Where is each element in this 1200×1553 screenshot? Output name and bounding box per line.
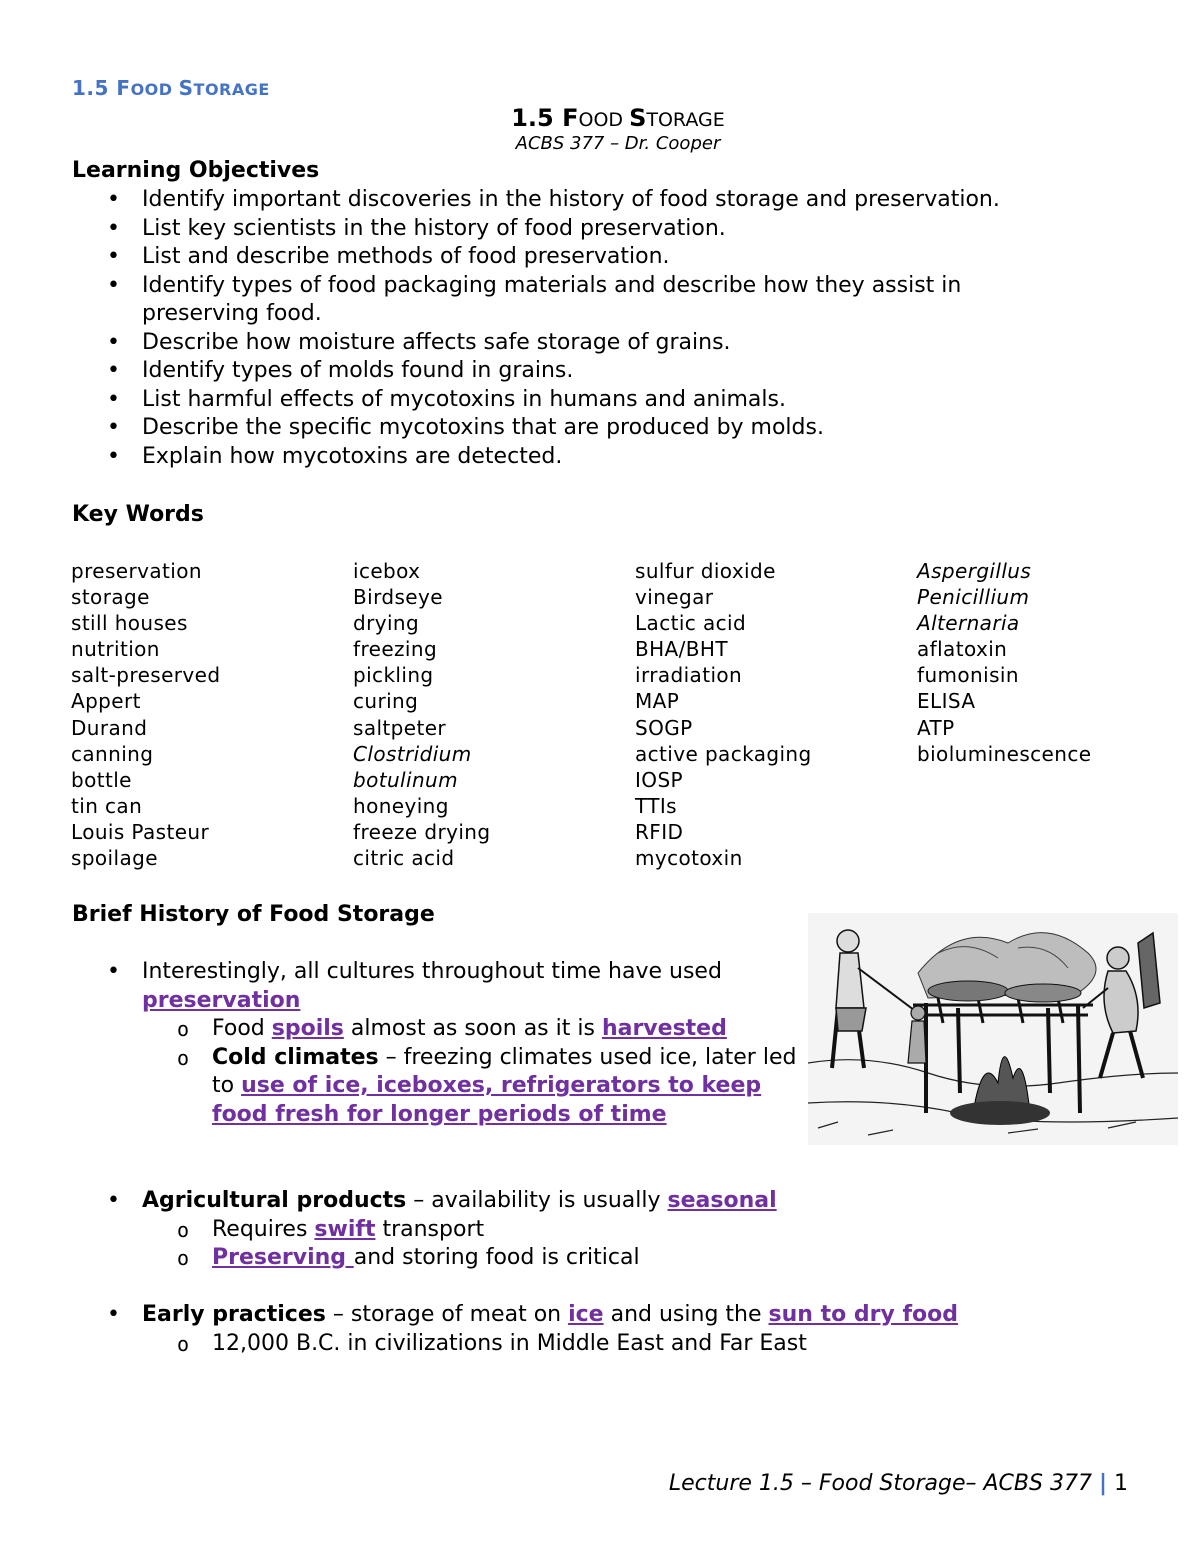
keyword: BHA/BHT	[635, 637, 728, 662]
list-item: • Agricultural products – availability is usually seasonal o Requires swift transport o Preserving and storing food is critical	[72, 1187, 1132, 1273]
keyword: Aspergillus	[917, 559, 1032, 583]
keyword: fumonisin	[917, 663, 1019, 688]
keywords-column-4	[917, 558, 1091, 767]
keyword: still houses	[71, 611, 188, 636]
history-list-3	[72, 1301, 1132, 1358]
keyword: ATP	[917, 715, 955, 740]
keyword: spoilage	[71, 846, 158, 871]
keyword: icebox	[353, 559, 421, 583]
page-footer: Lecture 1.5 – Food Storage– ACBS 377 | 1	[668, 1471, 1128, 1496]
keyword: RFID	[635, 819, 684, 844]
page-title: 1.5 FOOD STORAGE	[511, 104, 725, 132]
keyword: canning	[71, 741, 154, 766]
keyword: active packaging	[635, 741, 812, 766]
history-list-1	[72, 958, 802, 1129]
keyword: SOGP	[635, 715, 693, 740]
keyword: bioluminescence	[917, 741, 1092, 766]
keyword: honeying	[353, 793, 449, 818]
keywords-column-3	[635, 558, 812, 871]
keyword: freezing	[353, 637, 438, 662]
list-item: o Food spoils almost as soon as it is harvested	[142, 1015, 802, 1044]
keyword: citric acid	[353, 846, 455, 871]
keyword: vinegar	[635, 585, 714, 610]
running-header: 1.5 FOOD STORAGE	[72, 76, 270, 100]
keyword: bottle	[71, 767, 132, 792]
list-item: • Identify types of molds found in grains.	[72, 357, 1072, 386]
keyword: salt-preserved	[71, 663, 221, 688]
list-item: o Preserving and storing food is critical	[142, 1244, 1132, 1273]
keyword: saltpeter	[353, 715, 447, 740]
objectives-heading: Learning Objectives	[72, 158, 320, 183]
keyword: sulfur dioxide	[635, 559, 776, 583]
keyword: aflatoxin	[917, 637, 1008, 662]
list-item: o Requires swift transport	[142, 1216, 1132, 1245]
keyword: tin can	[71, 793, 143, 818]
keyword: drying	[353, 611, 420, 636]
list-item: • Explain how mycotoxins are detected.	[72, 443, 1072, 472]
keyword: IOSP	[635, 767, 683, 792]
list-item: • Describe how moisture affects safe storage of grains.	[72, 329, 1072, 358]
history-heading: Brief History of Food Storage	[72, 902, 435, 927]
list-item: • Early practices – storage of meat on ice and using the sun to dry food o 12,000 B.C. in civilizations in Middle East and Far East	[72, 1301, 1132, 1358]
list-item: • List key scientists in the history of food preservation.	[72, 215, 1072, 244]
list-item: o 12,000 B.C. in civilizations in Middle East and Far East	[142, 1330, 1132, 1359]
keyword: Penicillium	[917, 585, 1030, 610]
history-list-2	[72, 1187, 1132, 1273]
keyword: TTIs	[635, 793, 678, 818]
keyword: nutrition	[71, 637, 160, 662]
keyword: Birdseye	[353, 585, 443, 610]
keyword: curing	[353, 689, 419, 714]
keyword: Alternaria	[917, 611, 1020, 636]
keyword: Lactic acid	[635, 611, 747, 636]
keywords-heading: Key Words	[72, 502, 204, 527]
list-item: • Identify types of food packaging materials and describe how they assist in preserving food.	[72, 272, 1022, 329]
page-subtitle: ACBS 377 – Dr. Cooper	[515, 133, 721, 154]
food-drying-illustration	[808, 913, 1178, 1145]
keyword: ELISA	[917, 689, 976, 714]
keyword: mycotoxin	[635, 846, 743, 871]
list-item: • Identify important discoveries in the history of food storage and preservation.	[72, 186, 1072, 215]
keywords-column-1	[71, 558, 220, 871]
list-item: • Describe the specific mycotoxins that are produced by molds.	[72, 414, 1072, 443]
list-item: o Cold climates – freezing climates used ice, later led to use of ice, iceboxes, refrigerators to keep food fresh for longer periods of time	[142, 1044, 802, 1130]
keywords-column-2	[353, 558, 490, 871]
keyword: botulinum	[353, 767, 458, 792]
list-item: • List harmful effects of mycotoxins in humans and animals.	[72, 386, 1072, 415]
keyword: Clostridium	[353, 741, 472, 766]
list-item: • Interestingly, all cultures throughout time have used preservation o Food spoils almost as soon as it is harvested o Cold climates – freezing climates used ice, later led to use of ice, iceboxes, refrigerators to keep food fresh for longer periods of time	[72, 958, 802, 1129]
keyword: Durand	[71, 715, 148, 740]
keyword: irradiation	[635, 663, 743, 688]
keyword: storage	[71, 585, 150, 610]
keyword: pickling	[353, 663, 434, 688]
objectives-list	[72, 186, 1072, 471]
keyword: MAP	[635, 689, 680, 714]
keyword: freeze drying	[353, 819, 491, 844]
list-item: • List and describe methods of food preservation.	[72, 243, 1072, 272]
keyword: Appert	[71, 689, 141, 714]
keyword: preservation	[71, 559, 202, 583]
keyword: Louis Pasteur	[71, 819, 210, 844]
